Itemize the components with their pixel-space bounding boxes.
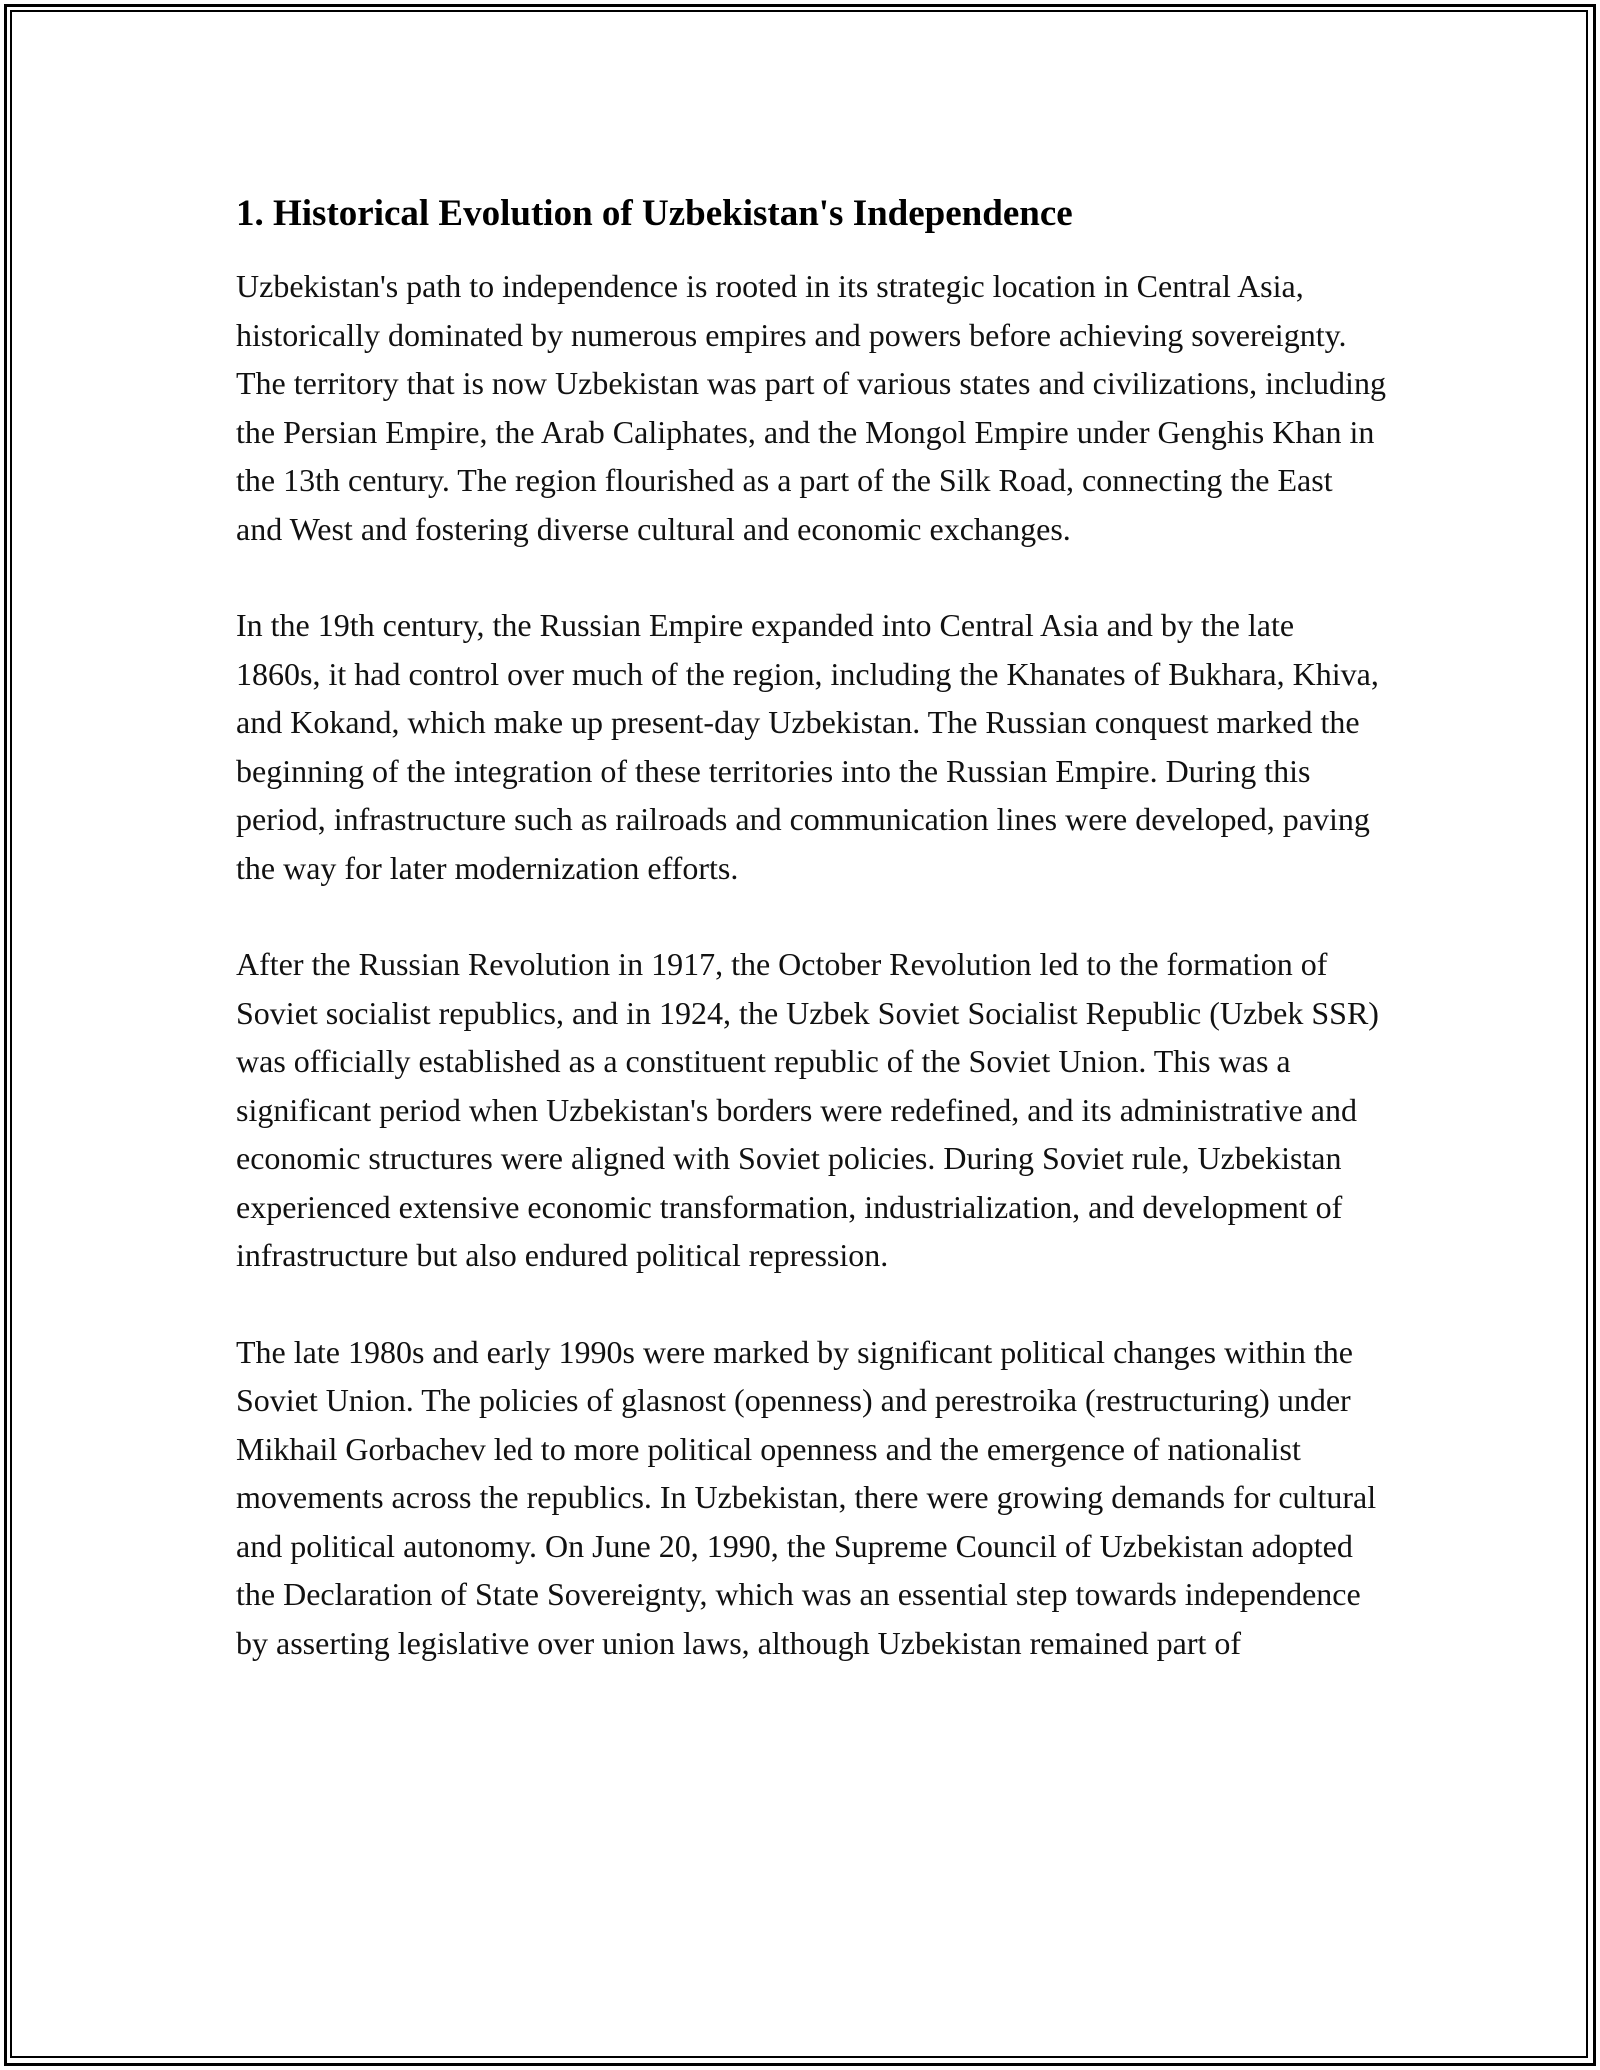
paragraph-soviet-era: After the Russian Revolution in 1917, the October Revolution led to the formation of Soviet socialist republics, and in 1924, the Uzbek Soviet Socialist Republic (Uzbek SSR) was officially established as a constituent republic of the Soviet Union. This was a significant period when Uzbekistan's borders were redefined, and its administrative and economic structures were aligned with Soviet policies. During Soviet rule, Uzbekistan experienced extensive economic transformation, industrialization, and development of infrastructure but also endured political repression.	[236, 946, 1379, 1273]
paragraph-russian-empire: In the 19th century, the Russian Empire expanded into Central Asia and by the late 1860s, it had control over much of the region, including the Khanates of Bukhara, Khiva, and Kokand, which make up present-day Uzbekistan. The Russian conquest marked the beginning of the integration of these territories into the Russian Empire. During this period, infrastructure such as railroads and communication lines were developed, paving the way for later modernization efforts.	[236, 607, 1379, 886]
section-heading: 1. Historical Evolution of Uzbekistan's Independence	[236, 193, 1073, 234]
paragraph-independence-movement: The late 1980s and early 1990s were marked by significant political changes within the Soviet Union. The policies of glasnost (openness) and perestroika (restructuring) under Mikhail Gorbachev led to more political openness and the emergence of nationalist movements across the republics. In Uzbekistan, there were growing demands for cultural and political autonomy. On June 20, 1990, the Supreme Council of Uzbekistan adopted the Declaration of State Sovereignty, which was an essential step towards independence by asserting legislative over union laws, although Uzbekistan remained part of	[236, 1333, 1377, 1661]
paragraph-ancient-history: Uzbekistan's path to independence is rooted in its strategic location in Central Asia, historically dominated by numerous empires and powers before achieving sovereignty. The territory that is now Uzbekistan was part of various states and civilizations, including the Persian Empire, the Arab Caliphates, and the Mongol Empire under Genghis Khan in the 13th century. The region flourished as a part of the Silk Road, connecting the East and West and fostering diverse cultural and economic exchanges.	[236, 268, 1386, 547]
document-body	[236, 188, 1386, 1715]
